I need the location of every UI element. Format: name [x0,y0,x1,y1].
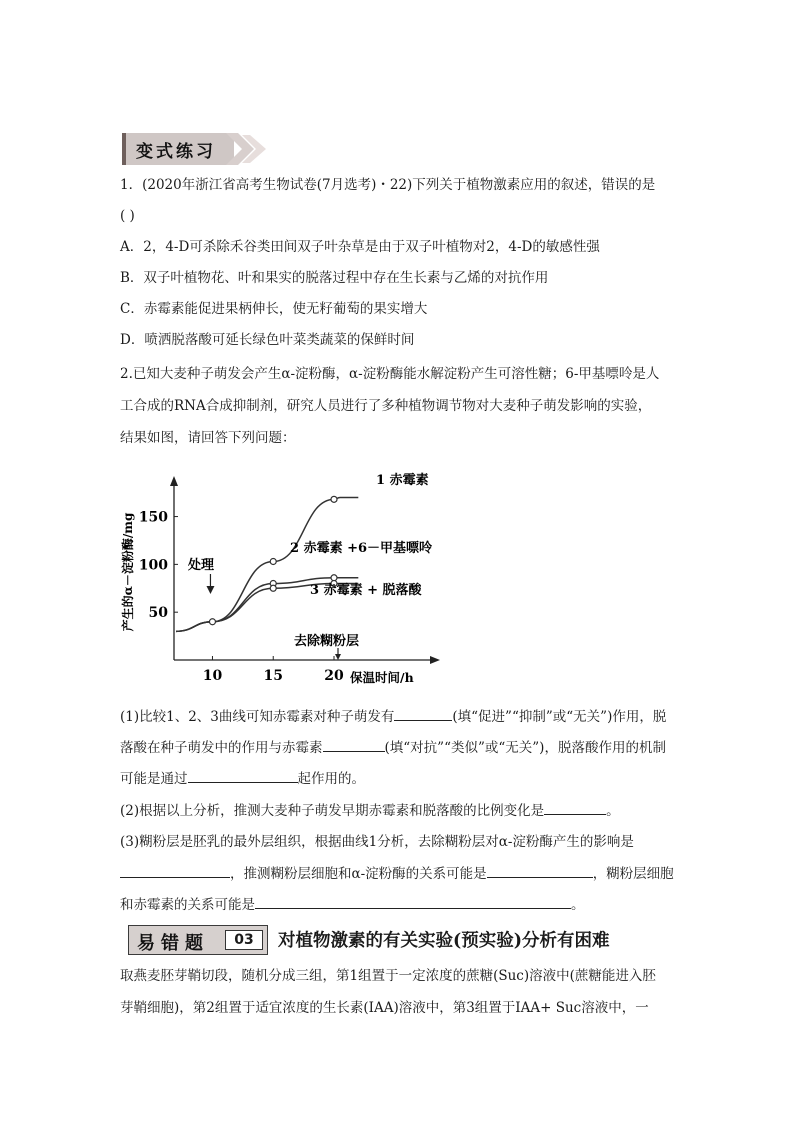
chart-svg [118,462,448,696]
data-point-0 [209,619,215,625]
q1-stem: 1．(2020年浙江省高考生物试卷(7月选考)・22)下列关于植物激素应用的叙述，错误的是 [120,177,656,193]
q2-sub3-line-1: (3)糊粉层是胚乳的最外层组织，根据曲线1分析，去除糊粉层对α-淀粉酶产生的影响是 [120,834,634,850]
series-label-1: 1 赤霉素 [376,473,429,488]
series-label-3: 3 赤霉素 + 脱落酸 [310,583,422,598]
q2-sub2-text-b: 。 [606,803,620,819]
q2-intro-line-1: 2.已知大麦种子萌发会产生α-淀粉酶，α-淀粉酶能水解淀粉产生可溶性糖；6-甲基嘌呤是人 [120,366,660,382]
q2-sub3-text-c: ，糊粉层细胞 [592,866,674,882]
annotation-remove-layer: 去除糊粉层 [294,634,360,649]
err-line-2: 芽鞘细胞)，第2组置于适宜浓度的生长素(IAA)溶液中，第3组置于IAA+ Suc溶液中，一 [120,1000,649,1016]
chart-markers [209,496,337,624]
err-line-1: 取燕麦胚芽鞘切段，随机分成三组，第1组置于一定浓度的蔗糖(Suc)溶液中(蔗糖能进入胚 [120,968,656,984]
x-axis-label: 保温时间/h [350,670,414,685]
section-banner-variant-practice [122,133,272,165]
q1-option-d: D．喷洒脱落酸可延长绿色叶菜类蔬菜的保鲜时间 [120,332,415,348]
treatment-arrow-head [206,586,214,594]
q2-sub1-line-3 [120,768,365,789]
q2-intro-line-3: 结果如图，请回答下列问题： [120,430,296,446]
blank-4[interactable] [544,800,606,815]
q1-answer-paren: ( ) [120,208,135,224]
q2-sub1-text-f: 起作用的。 [297,771,365,787]
blank-5[interactable] [120,863,230,878]
blank-7[interactable] [255,894,571,909]
data-point-2 [331,496,337,502]
q2-sub3-line-2 [120,863,674,884]
chart-labels [120,472,433,685]
q2-sub1-line-1 [120,706,666,727]
q1-option-b: B．双子叶植物花、叶和果实的脱落过程中存在生长素与乙烯的对抗作用 [120,270,549,286]
amylase-chart [118,462,448,696]
q1-option-c: C．赤霉素能促进果柄伸长，使无籽葡萄的果实增大 [120,301,428,317]
y-axis-label: 产生的α－淀粉酶/mg [121,512,135,632]
banner-label: 变式练习 [136,142,216,162]
blank-1[interactable] [394,706,452,721]
y-tick-label-0: 50 [148,605,168,622]
error-tag-box [128,925,268,955]
series-label-2: 2 赤霉素 +6－甲基嘌呤 [290,541,433,556]
x-tick-label-2: 20 [324,668,344,684]
y-axis-arrow [170,476,178,486]
y-tick-label-2: 150 [138,509,168,526]
q2-sub3-text-d: 和赤霉素的关系可能是 [120,897,255,913]
blank-3[interactable] [188,768,298,783]
x-axis-arrow [430,656,440,664]
q2-sub1-text-b: (填“促进”“抑制”或“无关”)作用，脱 [452,709,667,725]
q2-sub1-line-2 [120,737,666,758]
annotation-treatment: 处理 [188,558,215,573]
q2-sub3-text-b: ，推测糊粉层细胞和α-淀粉酶的关系可能是 [230,866,487,882]
q2-intro-line-2: 工合成的RNA合成抑制剂，研究人员进行了多种植物调节物对大麦种子萌发影响的实验， [120,398,652,414]
data-point-5 [270,585,276,591]
blank-6[interactable] [487,863,593,878]
q2-sub3-text-e: 。 [571,897,585,913]
q2-sub2-text-a: (2)根据以上分析，推测大麦种子萌发早期赤霉素和脱落酸的比例变化是 [120,803,545,819]
error-topic-title: 对植物激素的有关实验(预实验)分析有困难 [278,931,610,951]
y-tick-label-1: 100 [138,557,168,574]
error-tag-label: 易错题 [137,933,209,954]
q1-option-a: A．2，4-D可杀除禾谷类田间双子叶杂草是由于双子叶植物对2，4-D的敏感性强 [120,239,600,255]
q2-sub3-line-3 [120,894,585,915]
error-tag-number: 03 [225,930,263,950]
x-tick-label-0: 10 [202,668,223,684]
double-chevron-icon [226,133,272,165]
q2-sub1-text-a: (1)比较1、2、3曲线可知赤霉素对种子萌发有 [120,709,395,725]
remove-arrow-head [335,654,341,660]
data-point-1 [270,559,276,565]
x-tick-label-1: 15 [263,668,283,684]
blank-2[interactable] [323,737,385,752]
q2-sub1-text-d: (填“对抗”“类似”或“无关”)，脱落酸作用的机制 [384,740,666,756]
q2-sub1-text-c: 落酸在种子萌发中的作用与赤霉素 [120,740,323,756]
q2-sub1-text-e: 可能是通过 [120,771,188,787]
q2-sub2-line [120,800,620,821]
data-point-4 [331,575,337,581]
